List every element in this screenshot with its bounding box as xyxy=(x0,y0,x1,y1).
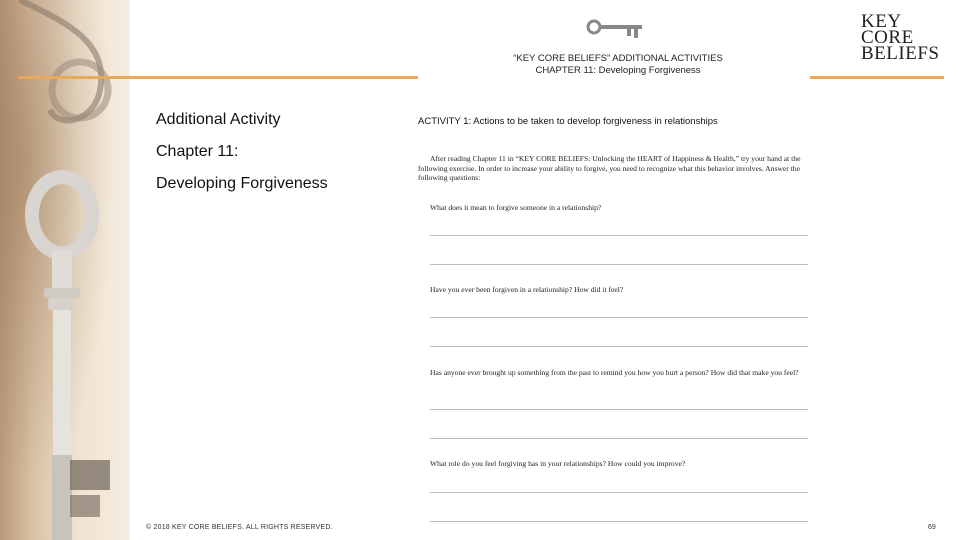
answer-line[interactable] xyxy=(430,317,808,318)
answer-line[interactable] xyxy=(430,409,808,410)
answer-line[interactable] xyxy=(430,438,808,439)
activity-intro: After reading Chapter 11 in “KEY CORE BELIEFS: Unlocking the HEART of Happiness & Health,” try your hand at the following exercise. In order to increase your ability to forgive, you need to recognize what this behavior involves. Answer the following questions: xyxy=(418,154,801,182)
question-1: What does it mean to forgive someone in a relationship? xyxy=(430,203,602,212)
header-title: “KEY CORE BELIEFS” ADDITIONAL ACTIVITIES xyxy=(513,53,723,64)
question-4: What role do you feel forgiving has in your relationships? How could you improve? xyxy=(430,459,686,468)
activity-title: ACTIVITY 1: Actions to be taken to develop forgiveness in relationships xyxy=(418,116,718,127)
answer-line[interactable] xyxy=(430,235,808,236)
decorative-key-photo xyxy=(0,0,130,540)
antique-key-illustration xyxy=(0,0,130,540)
header-subtitle: CHAPTER 11: Developing Forgiveness xyxy=(535,65,701,76)
key-icon xyxy=(585,15,645,43)
brand-logo xyxy=(861,11,940,64)
page-number: 69 xyxy=(928,524,936,531)
chapter-label: Chapter 11: xyxy=(156,143,239,160)
question-2: Have you ever been forgiven in a relationship? How did it feel? xyxy=(430,285,624,294)
answer-line[interactable] xyxy=(430,346,808,347)
header-rule-right xyxy=(810,76,944,79)
brand-logo-line: KEY xyxy=(861,11,902,32)
answer-line[interactable] xyxy=(430,521,808,522)
brand-logo-line: CORE xyxy=(861,27,914,48)
chapter-title: Developing Forgiveness xyxy=(156,175,328,192)
brand-logo-line: BELIEFS xyxy=(861,43,940,64)
answer-line[interactable] xyxy=(430,264,808,265)
question-3: Has anyone ever brought up something from the past to remind you how you hurt a person? How did that make you feel? xyxy=(430,368,799,377)
answer-line[interactable] xyxy=(430,492,808,493)
copyright-footer: © 2018 KEY CORE BELIEFS. ALL RIGHTS RESERVED. xyxy=(146,524,333,531)
header-rule-left xyxy=(18,76,418,79)
section-label: Additional Activity xyxy=(156,111,281,128)
